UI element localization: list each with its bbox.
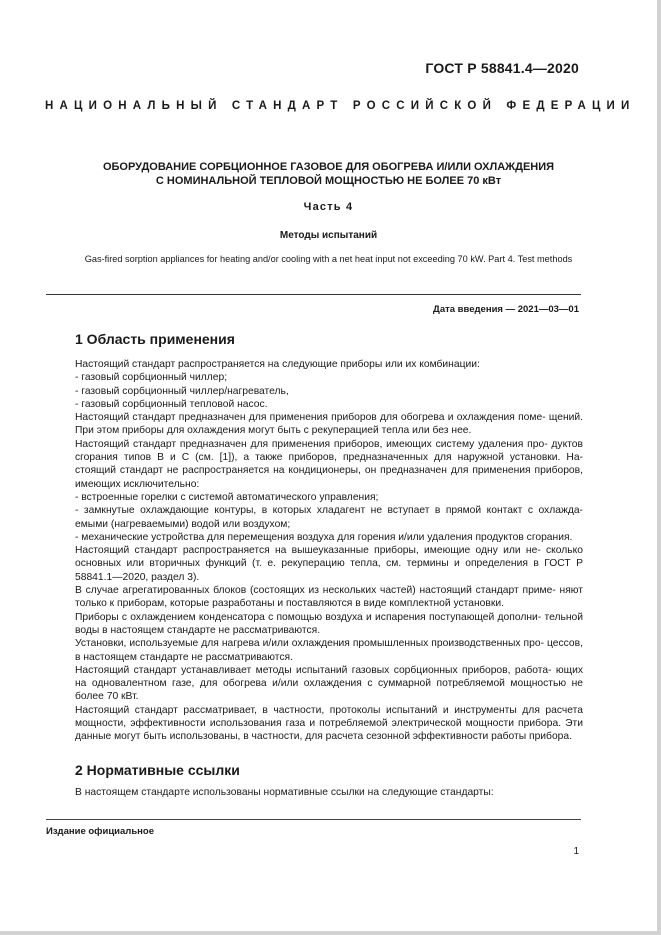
section-1-body — [75, 358, 583, 744]
title-line-2: С НОМИНАЛЬНОЙ ТЕПЛОВОЙ МОЩНОСТЬЮ НЕ БОЛЕЕ 70 кВт — [155, 175, 502, 187]
list-item: - замкнутые охлаждающие контуры, в которых хладагент не вступает в прямой контакт с охлажда- емыми (нагреваемыми) водой или воздухом; — [75, 505, 583, 530]
introduction-date: Дата введения — 2021—03—01 — [433, 304, 579, 315]
paragraph: Настоящий стандарт распространяется на вышеуказанные приборы, имеющие одну или не- сколько основных или вторичных функций (т. е. рекуперацию тепла, см. термины и определения в ГОСТ Р 58841.1—2020, раздел 3). — [75, 545, 583, 583]
paragraph: Настоящий стандарт предназначен для применения приборов для обогрева и охлаждения поме- щений. При этом приборы для охлаждения могут быть с рекуперацией тепла или без нее. — [75, 412, 583, 437]
paragraph: Установки, используемые для нагрева и/или охлаждения промышленных производственных про- цессов, в настоящем стандарте не рассматриваются. — [75, 638, 583, 663]
paragraph: В случае агрегатированных блоков (состоящих из нескольких частей) настоящий стандарт приме- няют только к приборам, которые разработаны и поставляются в виде комплектной установки. — [75, 585, 583, 610]
paragraph: Настоящий стандарт рассматривает, в частности, протоколы испытаний и инструменты для расчета мощности, эффективности использования газа и потребляемой электрической мощности прибора. Эти данные могут быть использованы, в частности, для расчета сезонной эффективности работы прибора. — [75, 704, 583, 743]
national-standard-banner: НАЦИОНАЛЬНЫЙ СТАНДАРТ РОССИЙСКОЙ ФЕДЕРАЦИИ — [45, 100, 636, 112]
gost-number: ГОСТ Р 58841.4—2020 — [425, 60, 579, 76]
list-item: - встроенные горелки с системой автоматического управления; — [75, 491, 379, 503]
title-line-1: ОБОРУДОВАНИЕ СОРБЦИОННОЕ ГАЗОВОЕ ДЛЯ ОБОГРЕВА И/ИЛИ ОХЛАЖДЕНИЯ — [102, 161, 555, 173]
paragraph: В настоящем стандарте использованы нормативные ссылки на следующие стандарты: — [75, 787, 494, 798]
paragraph: Настоящий стандарт устанавливает методы испытаний газовых сорбционных приборов, работа- ющих на одновалентном газе, для обогрева и/или охлаждения с суммарной потребляемой мощностью не более 70 кВт. — [75, 664, 583, 703]
subtitle: Методы испытаний — [279, 230, 378, 241]
paragraph: Приборы с охлаждением конденсатора с помощью воздуха и испарения поступающей дополни- тельной воды в настоящем стандарте не рассматриваются. — [75, 611, 583, 636]
list-item: - механические устройства для перемещения воздуха для горения и/или удаления продуктов сгорания. — [75, 531, 573, 543]
list-item: - газовый сорбционный чиллер/нагреватель, — [75, 385, 289, 397]
section-2-body — [75, 786, 583, 799]
title-divider — [46, 294, 581, 295]
page-number: 1 — [573, 846, 579, 857]
part-label: Часть 4 — [303, 201, 354, 213]
section-2-heading: 2 Нормативные ссылки — [75, 762, 240, 778]
edition-label: Издание официальное — [46, 826, 154, 837]
list-item: - газовый сорбционный чиллер; — [75, 372, 228, 384]
list-item: - газовый сорбционный тепловой насос. — [75, 398, 268, 410]
english-title: Gas-fired sorption appliances for heating and/or cooling with a net heat input not exceeding 70 kW. Part 4. Test methods — [84, 254, 573, 264]
paragraph: Настоящий стандарт предназначен для применения приборов, имеющих систему удаления про- дуктов сгорания типов B и C (см. [1]), а также приборов, предназначенных для наружной установки. На- стоящий стандарт не распространяется на кондиционеры, он предназначен для применения приборов, имеющих исключительно: — [75, 438, 583, 490]
section-1-heading: 1 Область применения — [75, 331, 235, 347]
footer-divider — [46, 819, 581, 820]
paragraph: Настоящий стандарт распространяется на следующие приборы или их комбинации: — [75, 359, 480, 370]
